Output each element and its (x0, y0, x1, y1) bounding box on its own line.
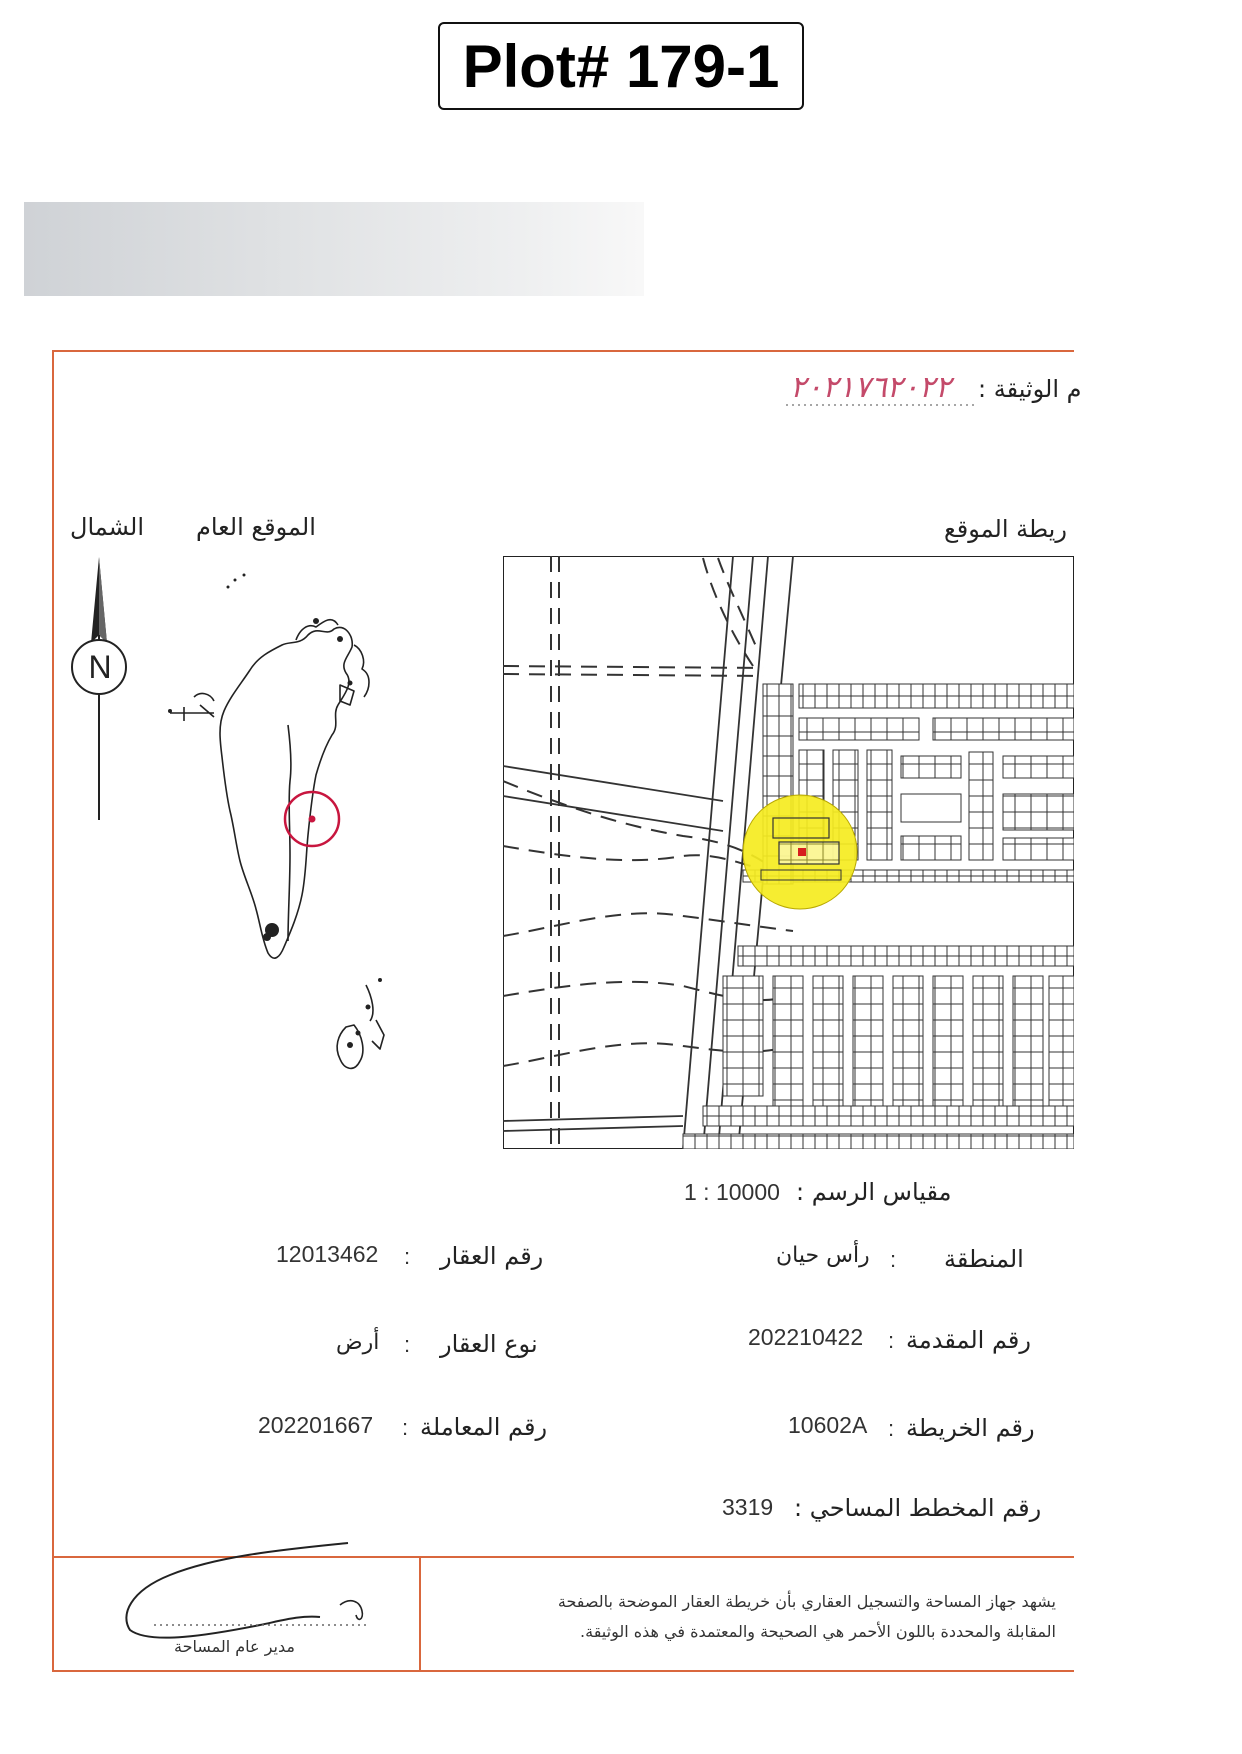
map-number-label: رقم الخريطة (906, 1414, 1035, 1442)
site-map (503, 556, 1074, 1149)
plot-marker (798, 848, 806, 856)
property-type-label: نوع العقار (440, 1330, 538, 1358)
north-heading: الشمال (70, 513, 145, 541)
scale-value: 1 : 10000 (684, 1179, 780, 1205)
general-location-map (140, 565, 430, 1085)
area-colon: : (890, 1247, 897, 1272)
signatory-title: مدير عام المساحة (174, 1637, 295, 1656)
property-type-colon: : (404, 1332, 411, 1357)
map-number-value: 10602A (788, 1412, 868, 1438)
survey-plan-number-value: 3319 (722, 1494, 774, 1520)
general-location-heading: الموقع العام (196, 513, 316, 541)
property-number-value: 12013462 (276, 1241, 379, 1267)
application-number-label: رقم المقدمة (906, 1326, 1031, 1354)
signature-mark (110, 1535, 390, 1650)
north-arrow-icon (64, 555, 136, 825)
document-number-label: م الوثيقة : (978, 375, 1082, 403)
property-number-colon: : (404, 1244, 411, 1269)
scale-label: مقياس الرسم : (796, 1178, 952, 1206)
document-number: ٢٠٢١٧٦٢٠٢٢ (790, 371, 952, 404)
certification-line-1: يشهد جهاز المساحة والتسجيل العقاري بأن خريطة العقار الموضحة بالصفحة (557, 1592, 1056, 1611)
transaction-number-label: رقم المعاملة (420, 1413, 548, 1441)
area-value: رأس حيان (776, 1243, 870, 1268)
application-number-value: 202210422 (748, 1324, 864, 1350)
document-number-dotted-line (786, 402, 976, 408)
property-number-label: رقم العقار (440, 1242, 544, 1270)
application-number-colon: : (888, 1328, 895, 1353)
plot-title: Plot# 179-1 (438, 22, 804, 110)
area-label: المنطقة (944, 1245, 1024, 1273)
certification-line-2: المقابلة والمحددة باللون الأحمر هي الصحيحة والمعتمدة في هذه الوثيقة. (580, 1622, 1056, 1641)
map-number-colon: : (888, 1416, 895, 1441)
transaction-number-value: 202201667 (258, 1412, 374, 1438)
scan-shadow-band (24, 202, 644, 296)
survey-plan-number-label: رقم المخطط المساحي : (794, 1494, 1042, 1522)
north-letter: N (88, 649, 112, 685)
property-type-value: أرض (336, 1330, 380, 1355)
footer-column-divider (419, 1556, 421, 1672)
transaction-number-colon: : (402, 1415, 409, 1440)
site-map-heading: ريطة الموقع (944, 515, 1067, 543)
